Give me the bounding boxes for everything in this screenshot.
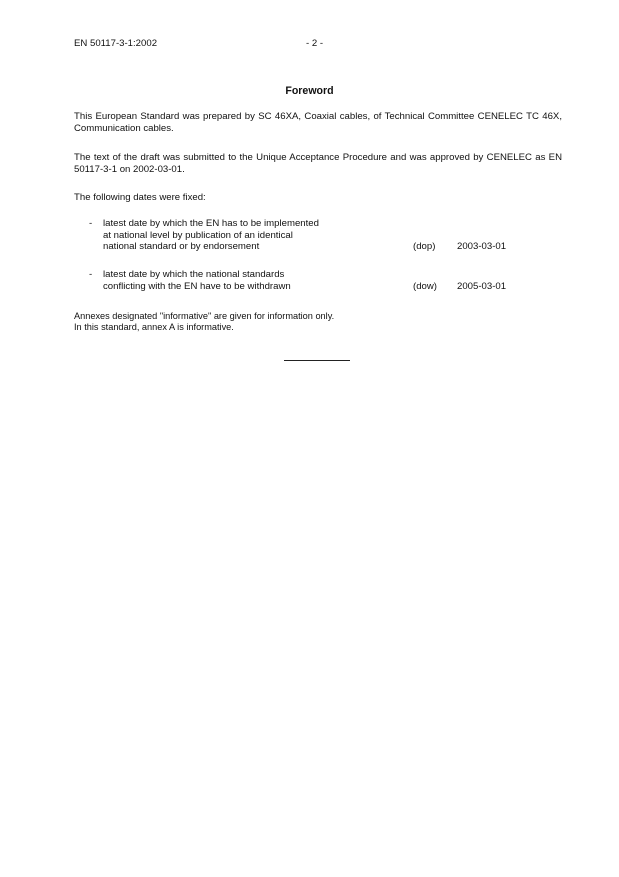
annex-note-line: Annexes designated "informative" are given for information only. xyxy=(74,311,335,321)
annex-note-line: In this standard, annex A is informative. xyxy=(74,321,234,332)
annex-notes xyxy=(74,311,334,332)
date-item-text-line: at national level by publication of an identical xyxy=(103,229,293,241)
date-item-text-line: conflicting with the EN have to be withdrawn xyxy=(103,280,291,292)
paragraph-prepared-by: This European Standard was prepared by SC 46XA, Coaxial cables, of Technical Committee CENELEC TC 46X, Communication cables. xyxy=(74,111,562,134)
page-number: - 2 - xyxy=(306,38,324,49)
foreword-title: Foreword xyxy=(285,85,334,97)
date-value: 2005-03-01 xyxy=(457,280,507,292)
document-id: EN 50117-3-1:2002 xyxy=(74,38,158,49)
paragraph-approval: The text of the draft was submitted to the Unique Acceptance Procedure and was approved by CENELEC as EN 50117-3-1 on 2002-03-01. xyxy=(74,152,562,175)
date-item-text-line: latest date by which the EN has to be implemented xyxy=(103,218,319,229)
date-code: (dow) xyxy=(413,280,437,292)
date-value: 2003-03-01 xyxy=(457,241,507,253)
date-item-text-line: national standard or by endorsement xyxy=(103,241,260,253)
list-bullet: - xyxy=(89,218,93,229)
date-code: (dop) xyxy=(413,241,436,253)
end-rule xyxy=(284,360,350,361)
list-bullet: - xyxy=(89,269,93,280)
date-item-text-line: latest date by which the national standards xyxy=(103,269,285,280)
paragraph-dates-intro: The following dates were fixed: xyxy=(74,192,206,203)
